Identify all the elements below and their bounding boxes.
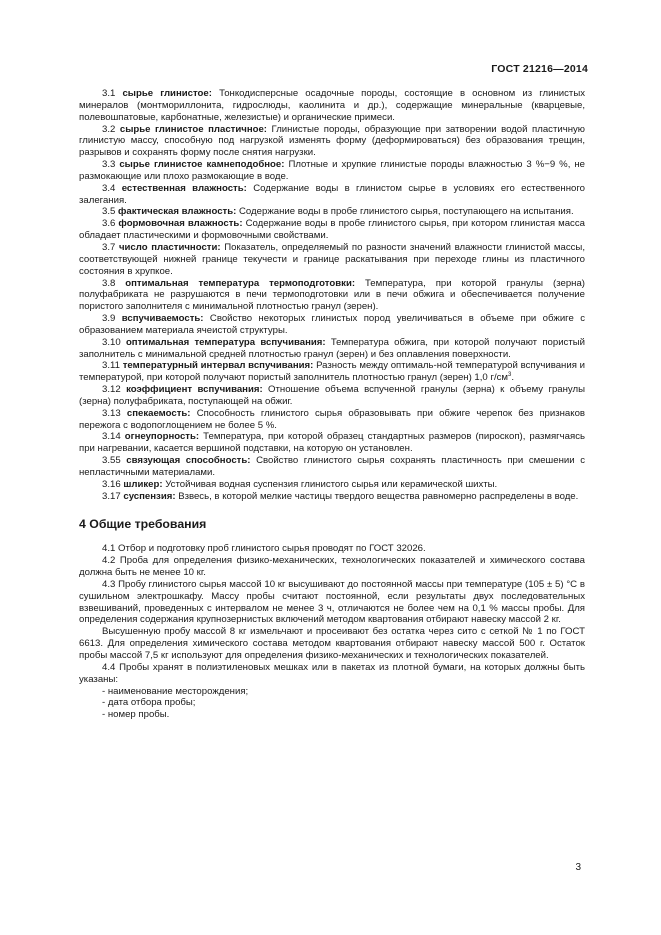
term-definition <box>79 431 585 455</box>
superscript: 3 <box>508 372 512 379</box>
term-definition <box>79 360 585 384</box>
page-number: 3 <box>575 862 581 873</box>
term-number: 3.6 <box>102 218 116 230</box>
term-text: Тонкодисперсные осадочные породы, состоящие в основном из глинистых минералов (монтмориллонита, гидрослюды, каолинита и др.), содержащие минеральные (кварцевые, полевошпатовые, карбонатные, железистые) и органические примеси. <box>79 88 586 123</box>
term-number: 3.13 <box>102 407 121 419</box>
term-definition <box>79 337 585 361</box>
term-text: Способность глинистого сырья образовывать при обжиге черепок без признаков пережога с водопоглощением не более 5 %. <box>79 407 586 431</box>
term-name: температурный интервал вспучивания: <box>122 360 314 372</box>
section-4-paragraph: 4.2 Проба для определения физико-механических, технологических показателей и химического состава должна быть не менее 10 кг. <box>79 555 585 579</box>
term-name: огнеупорность: <box>124 431 200 443</box>
term-text: Взвесь, в которой мелкие частицы твердого вещества равномерно распределены в воде. <box>178 490 579 502</box>
terms-section <box>79 88 585 503</box>
term-name: формовочная влажность: <box>118 218 243 230</box>
term-name: сырье глинистое камнеподобное: <box>119 159 285 171</box>
section-4-paragraph: 4.1 Отбор и подготовку проб глинистого сырья проводят по ГОСТ 32026. <box>102 543 426 555</box>
term-text: Свойство глинистого сырья сохранять пластичность при смешении с непластичными материалами. <box>79 455 586 478</box>
term-text: Содержание воды в пробе глинистого сырья, при котором глинистая масса обладает пластическими и формовочными свойствами. <box>79 218 585 242</box>
term-number: 3.12 <box>102 384 121 396</box>
term-text: Температура, при которой гранулы (зерна) полуфабриката не разрушаются в печи термоподготовки или в печи обжига и обеспечивается получение пористого заполнителя с минимальной плотностью гранул (зерен). <box>79 277 585 313</box>
section-4-paragraph: 4.4 Пробы хранят в полиэтиленовых мешках или в пакетах из плотной бумаги, на которых должны быть указаны: <box>79 661 585 685</box>
section-4-paragraph: Высушенную пробу массой 8 кг измельчают и просеивают без остатка через сито с сеткой № 1 по ГОСТ 6613. Для определения химического состава методом квартования отбирают навеску массой 500 г. Остаток пробы массой 7,5 кг используют для определения физико-механических и технологических показателей. <box>79 626 585 661</box>
term-definition <box>79 159 585 183</box>
term-text: Температура обжига, при которой получают пористый заполнитель с минимальной средней плотностью гранул (зерен) и без оплавления поверхности. <box>79 336 585 360</box>
term-text: Устойчивая водная суспензия глинистого сырья или керамической шихты. <box>165 478 498 490</box>
term-definition <box>79 313 585 337</box>
section-4-body <box>79 543 585 721</box>
term-text: Плотные и хрупкие глинистые породы влажностью 3 %−9 %, не размокающие или плохо размокающие в воде. <box>79 159 585 182</box>
term-number: 3.5 <box>102 206 116 218</box>
term-definition <box>79 242 585 278</box>
term-definition <box>79 491 585 503</box>
term-definition <box>79 88 585 124</box>
term-number: 3.2 <box>102 123 116 135</box>
term-definition <box>79 124 585 160</box>
term-name: естественная влажность: <box>121 182 247 194</box>
term-definition <box>79 183 585 207</box>
term-name: связующая способность: <box>126 455 251 467</box>
term-definition <box>79 479 585 491</box>
term-number: 3.7 <box>102 241 116 253</box>
term-name: оптимальная температура термоподготовки: <box>125 277 356 289</box>
term-number: 3.11 <box>102 360 120 372</box>
term-name: сырье глинистое: <box>122 88 212 99</box>
term-definition <box>79 384 585 408</box>
term-text: Показатель, определяемый по разности значений влажности глинистой массы, соответствующей нижней границе текучести и границе раскатывания при переходе глины из пластичного состояния в хрупкое. <box>79 241 585 277</box>
term-definition <box>79 408 585 432</box>
term-text: Содержание воды в пробе глинистого сырья, поступающего на испытания. <box>239 206 574 218</box>
term-name: вспучиваемость: <box>121 313 204 325</box>
term-number: 3.16 <box>102 478 121 490</box>
term-number: 3.10 <box>102 336 121 348</box>
term-name: суспензия: <box>123 490 176 502</box>
term-name: фактическая влажность: <box>118 206 237 218</box>
section-4-paragraph: - наименование месторождения; <box>102 685 249 697</box>
term-name: число пластичности: <box>118 241 221 253</box>
document-body <box>79 88 585 721</box>
term-text: Разность между оптималь-ной температурой вспучивания и температурой, при которой получают пористый заполнитель плотностью гранул (зерен) 1,0 г/см <box>79 360 585 384</box>
term-text: Отношение объема вспученной гранулы (зерна) к объему гранулы (зерна) полуфабриката, поступающей на обжиг. <box>79 384 585 407</box>
document-code-header: ГОСТ 21216—2014 <box>491 63 588 75</box>
term-definition <box>79 218 585 242</box>
section-4-paragraph: 4.3 Пробу глинистого сырья массой 10 кг высушивают до постоянной массы при температуре (105 ± 5) °С в сушильном электрошкафу. Массу пробы считают постоянной, если результаты двух последовательных взвешиваний, проведенных с интервалом не менее 3 ч, отличаются не более чем на 0,1 % массы пробы. Для определения содержания крупнозернистых включений методом квартования отбирают навеску массой 2 кг. <box>79 578 585 626</box>
section-4-paragraph: - номер пробы. <box>102 709 170 721</box>
term-name: оптимальная температура вспучивания: <box>125 336 326 348</box>
section-4-paragraph: - дата отбора пробы; <box>102 697 196 709</box>
term-name: коэффициент вспучивания: <box>126 384 263 396</box>
term-definition <box>79 455 585 479</box>
term-number: 3.3 <box>102 159 116 171</box>
term-number: 3.4 <box>102 182 116 194</box>
term-number: 3.55 <box>102 455 121 467</box>
term-text: Содержание воды в глинистом сырье в условиях его естественного залегания. <box>79 182 585 206</box>
term-name: спекаемость: <box>126 407 191 419</box>
term-definition <box>79 278 585 314</box>
term-number: 3.17 <box>102 490 121 502</box>
section-4-title: 4 Общие требования <box>79 516 207 531</box>
term-text: Свойство некоторых глинистых пород увеличиваться в объеме при обжиге с образованием материала ячеистой структуры. <box>79 313 586 336</box>
term-number: 3.8 <box>102 277 116 289</box>
term-name: шликер: <box>123 478 163 490</box>
term-number: 3.1 <box>102 88 116 99</box>
term-tail: . <box>511 372 515 384</box>
term-number: 3.9 <box>102 313 116 325</box>
term-definition <box>79 206 585 218</box>
term-text: Глинистые породы, образующие при затворении водой пластичную глинистую массу, способную под нагрузкой изменять форму (деформироваться) без образования трещин, разрывов и сохранять форму после снятия нагрузки. <box>79 123 585 159</box>
term-number: 3.14 <box>102 431 121 443</box>
term-text: Температура, при которой образец стандартных размеров (пироскоп), размягчаясь при нагревании, касается вершиной подставки, на которую он установлен. <box>79 431 585 455</box>
term-name: сырье глинистое пластичное: <box>119 123 268 135</box>
